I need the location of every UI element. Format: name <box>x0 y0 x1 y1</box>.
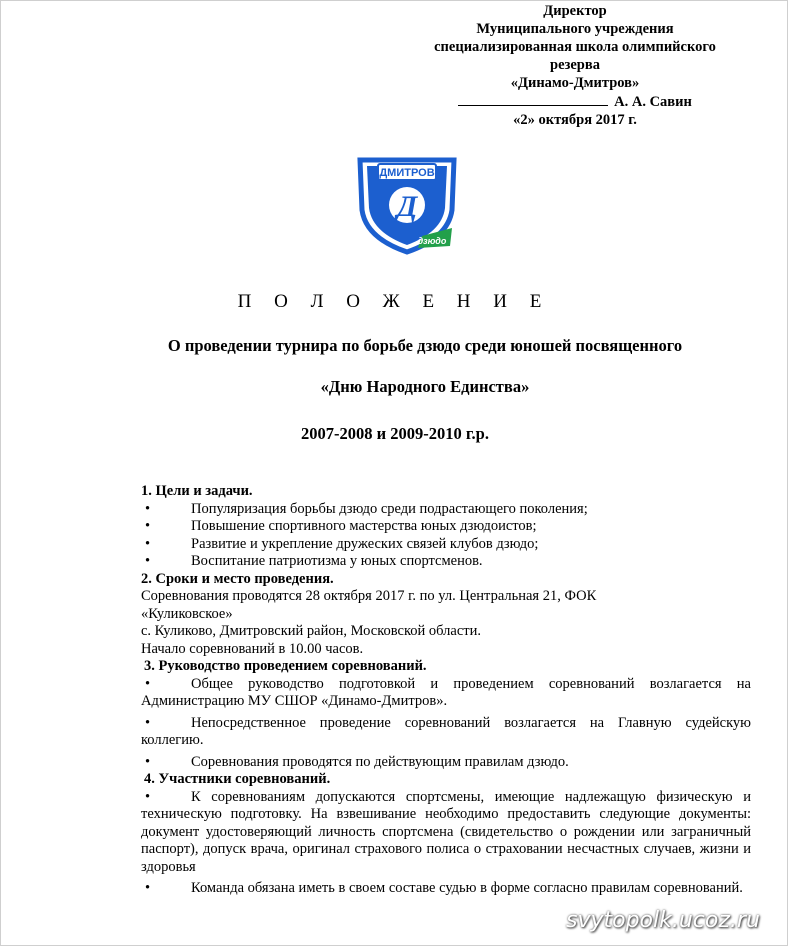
approval-date: «2» октября 2017 г. <box>513 112 637 128</box>
list-item: • Популяризация борьбы дзюдо среди подрастающего поколения; <box>145 500 588 517</box>
svg-text:дзюдо: дзюдо <box>417 236 447 246</box>
bullet-icon: • <box>145 535 151 552</box>
document-subtitle: «Дню Народного Единства» <box>320 377 530 396</box>
watermark: svytopolk.ucoz.ru <box>566 908 760 933</box>
list-item: • Развитие и укрепление дружеских связей клубов дзюдо; <box>145 535 539 552</box>
approval-org-line: Муниципального учреждения <box>476 21 674 37</box>
document-subtitle-years: 2007-2008 и 2009-2010 г.р. <box>301 424 489 443</box>
approval-block <box>395 2 755 129</box>
section-heading: 1. Цели и задачи. <box>141 483 253 499</box>
approval-signer: А. А. Савин <box>614 94 692 110</box>
list-item: • Повышение спортивного мастерства юных дзюдоистов; <box>145 518 537 534</box>
document-subtitle: О проведении турнира по борьбе дзюдо среди юношей посвященного <box>167 336 683 355</box>
document-title: П О Л О Ж Е Н И Е <box>237 291 551 312</box>
approval-org-line: «Динамо-Дмитров» <box>510 75 640 91</box>
bullet-icon: • <box>145 714 151 731</box>
paragraph-line: с. Куликово, Дмитровский район, Московской области. <box>141 623 481 639</box>
approval-org-line: резерва <box>550 57 600 73</box>
list-item: • Непосредственное проведение соревнований возлагается на Главную судейскую коллегию. <box>141 714 751 748</box>
bullet-icon: • <box>145 500 151 517</box>
list-item: • Общее руководство подготовкой и проведением соревнований возлагается на Администрацию МУ СШОР «Динамо-Дмитров». <box>141 675 751 709</box>
paragraph-line: «Куликовское» <box>141 605 233 622</box>
bullet-icon: • <box>145 788 151 805</box>
dinamo-dmitrov-logo <box>352 150 462 256</box>
signature-line <box>458 92 608 106</box>
list-item: • Воспитание патриотизма у юных спортсменов. <box>145 553 483 569</box>
section-heading: 3. Руководство проведением соревнований. <box>144 658 427 674</box>
svg-text:ДМИТРОВ: ДМИТРОВ <box>379 167 435 179</box>
signature-row <box>395 92 755 111</box>
paragraph-line: Соревнования проводятся 28 октября 2017 г. по ул. Центральная 21, ФОК <box>141 588 597 604</box>
section-heading: 2. Сроки и место проведения. <box>141 570 334 587</box>
approval-role: Директор <box>543 3 607 19</box>
paragraph-line: Начало соревнований в 10.00 часов. <box>141 640 364 657</box>
bullet-icon: • <box>145 880 151 896</box>
bullet-icon: • <box>145 518 151 534</box>
list-item: • Команда обязана иметь в своем составе судью в форме согласно правилам соревнований. <box>145 880 743 896</box>
list-item: • Соревнования проводятся по действующим правилам дзюдо. <box>145 753 569 770</box>
bullet-icon: • <box>145 553 151 569</box>
section-heading: 4. Участники соревнований. <box>144 771 331 787</box>
bullet-icon: • <box>145 753 151 770</box>
approval-org-line: специализированная школа олимпийского <box>434 39 716 55</box>
document-body <box>141 483 751 898</box>
list-item: • К соревнованиям допускаются спортсмены, имеющие надлежащую физическую и техническую подготовку. На взвешивание необходимо предоставить следующие документы: документ удостоверяющий личность спортсмена (свидетельство о рождении или заграничный паспорт), допуск врача, оригинал страхового полиса о страховании несчастных случаев, жизни и здоровья <box>141 788 751 875</box>
svg-text:Д: Д <box>396 190 418 223</box>
bullet-icon: • <box>145 675 151 692</box>
